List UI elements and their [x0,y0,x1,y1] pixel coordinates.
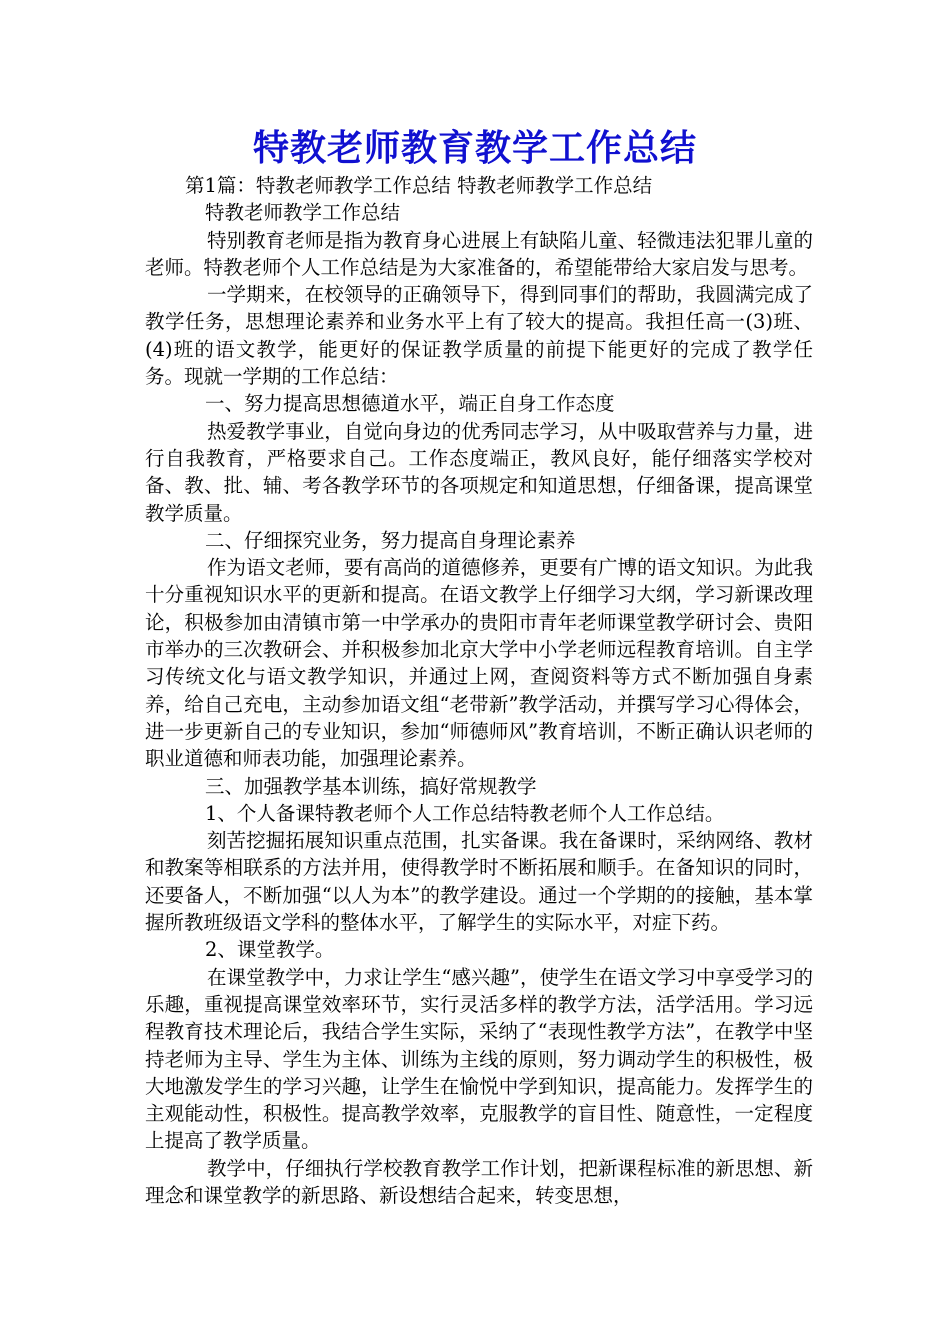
body-paragraph: 作为语文老师，要有高尚的道德修养，更要有广博的语文知识。为此我十分重视知识水平的更新和提高。在语文教学上仔细学习大纲，学习新课改理论，积极参加由清镇市第一中学承办的贵阳市青年老师课堂教学研讨会、贵阳市举办的三次教研会、并积极参加北京大学中小学老师远程教育培训。自主学习传统文化与语文教学知识，并通过上网，查阅资料等方式不断加强自身素养，给自己充电，主动参加语文组“老带新”教学活动，并撰写学习心得体会，进一步更新自己的专业知识，参加“师德师风”教育培训，不断正确认识老师的职业道德和师表功能，加强理论素养。 [145,556,813,771]
body-paragraph: 热爱教学事业，自觉向身边的优秀同志学习，从中吸取营养与力量，进行自我教育，严格要求自己。工作态度端正，教风良好，能仔细落实学校对备、教、批、辅、考各教学环节的各项规定和知道思想，仔细备课，提高课堂教学质量。 [145,419,813,525]
section-heading: 二、仔细探究业务，努力提高自身理论素养 [205,528,576,552]
article-subtitle: 特教老师教学工作总结 [205,201,401,225]
body-paragraph: 特别教育老师是指为教育身心进展上有缺陷儿童、轻微违法犯罪儿童的老师。特教老师个人工作总结是为大家准备的，希望能带给大家启发与思考。 [145,228,813,279]
body-paragraph: 教学中，仔细执行学校教育教学工作计划，把新课程标准的新思想、新理念和课堂教学的新思路、新设想结合起来，转变思想， [145,1156,813,1207]
subsection-heading: 2、课堂教学。 [205,938,335,962]
body-paragraph: 一学期来，在校领导的正确领导下，得到同事们的帮助，我圆满完成了教学任务，思想理论素养和业务水平上有了较大的提高。我担任高一(3)班、(4)班的语文教学，能更好的保证教学质量的前提下能更好的完成了教学任务。现就一学期的工作总结： [145,283,813,389]
subsection-heading: 1、个人备课特教老师个人工作总结特教老师个人工作总结。 [205,801,725,825]
article-heading: 第1篇：特教老师教学工作总结 特教老师教学工作总结 [185,174,653,197]
body-paragraph: 在课堂教学中，力求让学生“感兴趣”，使学生在语文学习中享受学习的乐趣，重视提高课堂效率环节，实行灵活多样的教学方法，活学活用。学习远程教育技术理论后，我结合学生实际，采纳了“表现性教学方法”，在教学中坚持老师为主导、学生为主体、训练为主线的原则，努力调动学生的积极性，极大地激发学生的学习兴趣，让学生在愉悦中学到知识，提高能力。发挥学生的主观能动性，积极性。提高教学效率，克服教学的盲目性、随意性，一定程度上提高了教学质量。 [145,965,813,1153]
document-body [145,172,813,1209]
section-heading: 三、加强教学基本训练，搞好常规教学 [205,774,537,798]
document-title: 特教老师教育教学工作总结 [252,127,697,169]
section-heading: 一、努力提高思想德道水平，端正自身工作态度 [205,392,615,416]
body-paragraph: 刻苦挖掘拓展知识重点范围，扎实备课。我在备课时，采纳网络、教材和教案等相联系的方法并用，使得教学时不断拓展和顺手。在备知识的同时，还要备人，不断加强“以人为本”的教学建设。通过一个学期的的接触，基本掌握所教班级语文学科的整体水平，了解学生的实际水平，对症下药。 [145,829,813,935]
